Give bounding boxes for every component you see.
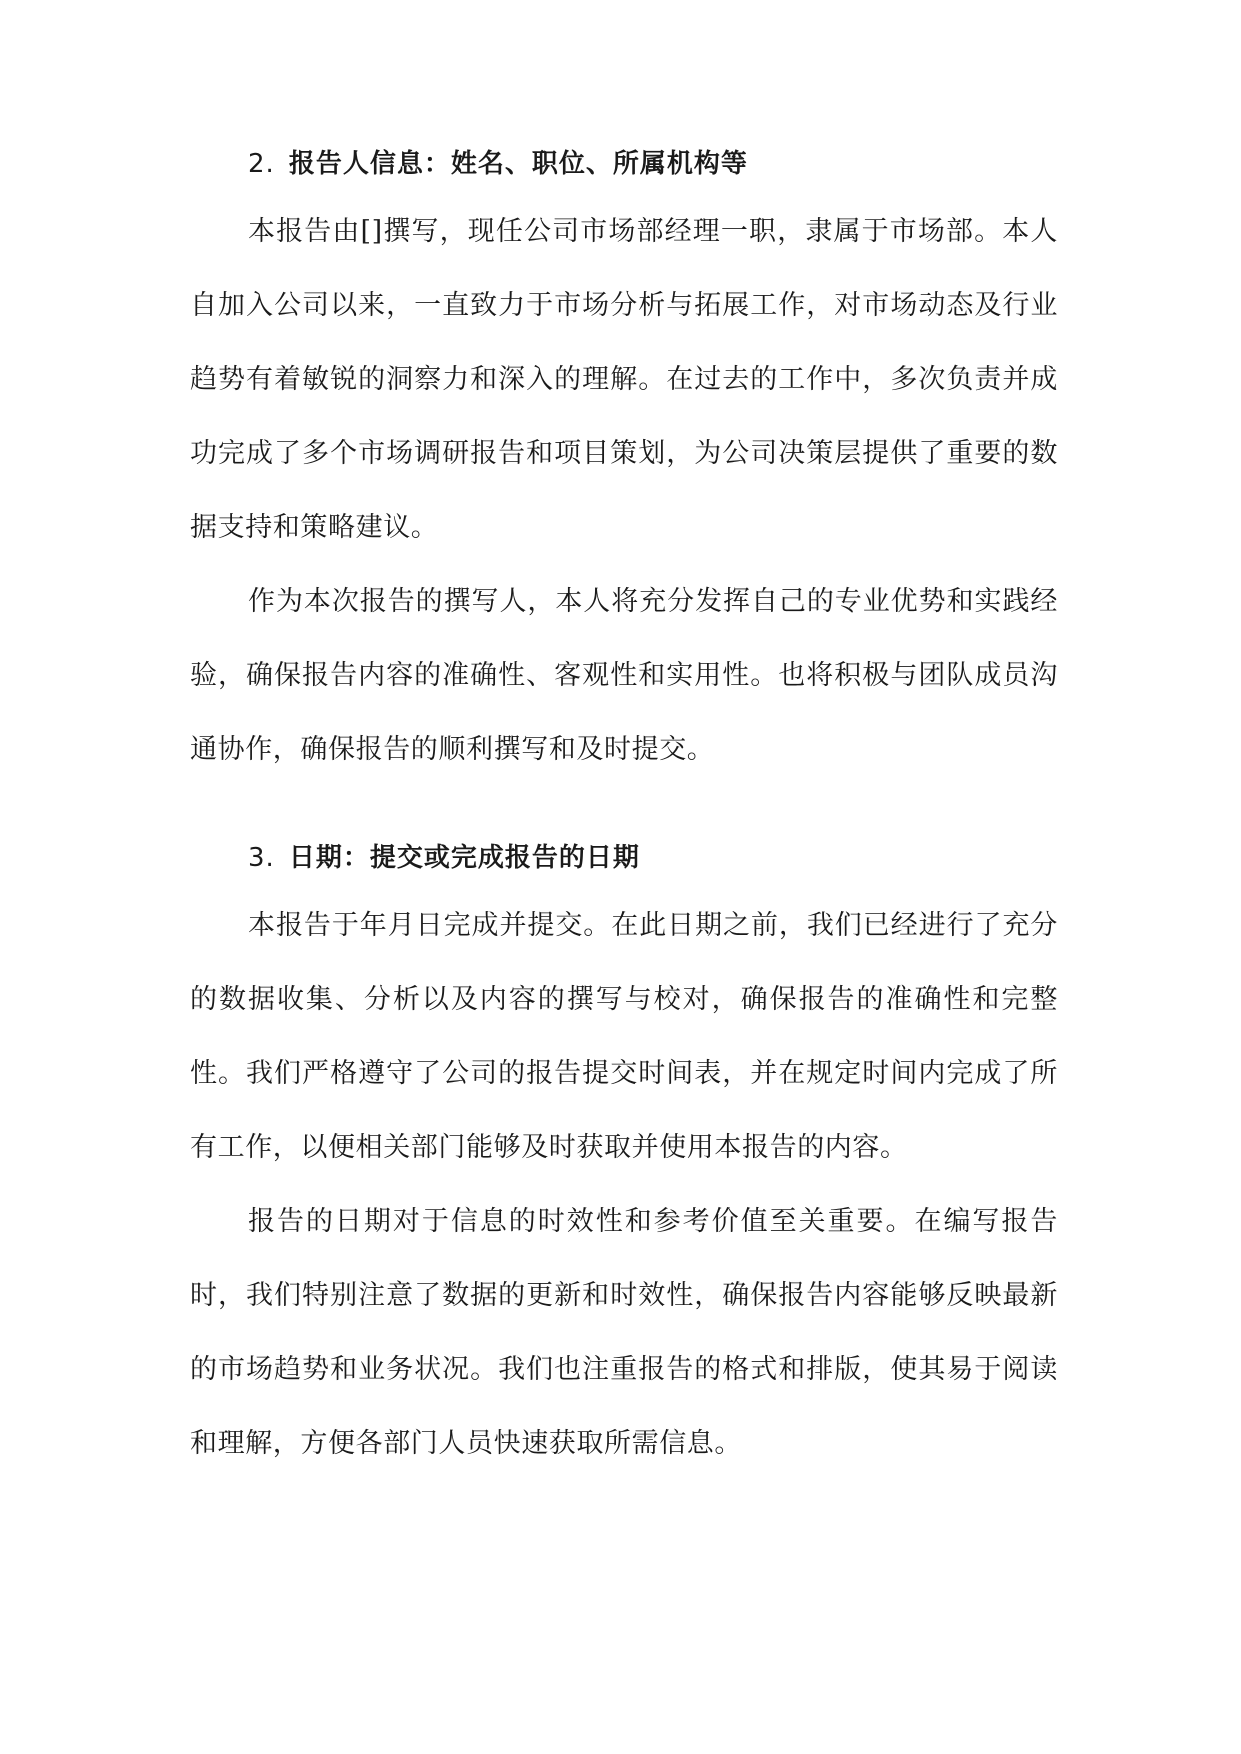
paragraph: 本报告于年月日完成并提交。在此日期之前，我们已经进行了充分的数据收集、分析以及内容的撰写与校对，确保报告的准确性和完整性。我们严格遵守了公司的报告提交时间表，并在规定时间内完成了所有工作，以便相关部门能够及时获取并使用本报告的内容。	[190, 910, 1058, 1163]
section-number: 3.	[248, 843, 275, 873]
section-number: 2.	[248, 149, 275, 179]
section-reporter-info	[190, 141, 1058, 787]
section-title: 日期：提交或完成报告的日期	[288, 843, 640, 873]
section-heading	[190, 835, 1058, 881]
paragraph: 本报告由[]撰写，现任公司市场部经理一职，隶属于市场部。本人自加入公司以来，一直致力于市场分析与拓展工作，对市场动态及行业趋势有着敏锐的洞察力和深入的理解。在过去的工作中，多次负责并成功完成了多个市场调研报告和项目策划，为公司决策层提供了重要的数据支持和策略建议。	[190, 216, 1058, 543]
document-body	[190, 141, 1058, 1481]
paragraph: 作为本次报告的撰写人，本人将充分发挥自己的专业优势和实践经验，确保报告内容的准确性、客观性和实用性。也将积极与团队成员沟通协作，确保报告的顺利撰写和及时提交。	[190, 586, 1058, 765]
section-title: 报告人信息：姓名、职位、所属机构等	[288, 149, 748, 179]
section-heading	[190, 141, 1058, 187]
paragraph: 报告的日期对于信息的时效性和参考价值至关重要。在编写报告时，我们特别注意了数据的更新和时效性，确保报告内容能够反映最新的市场趋势和业务状况。我们也注重报告的格式和排版，使其易于阅读和理解，方便各部门人员快速获取所需信息。	[190, 1206, 1058, 1459]
section-report-date	[190, 835, 1058, 1481]
